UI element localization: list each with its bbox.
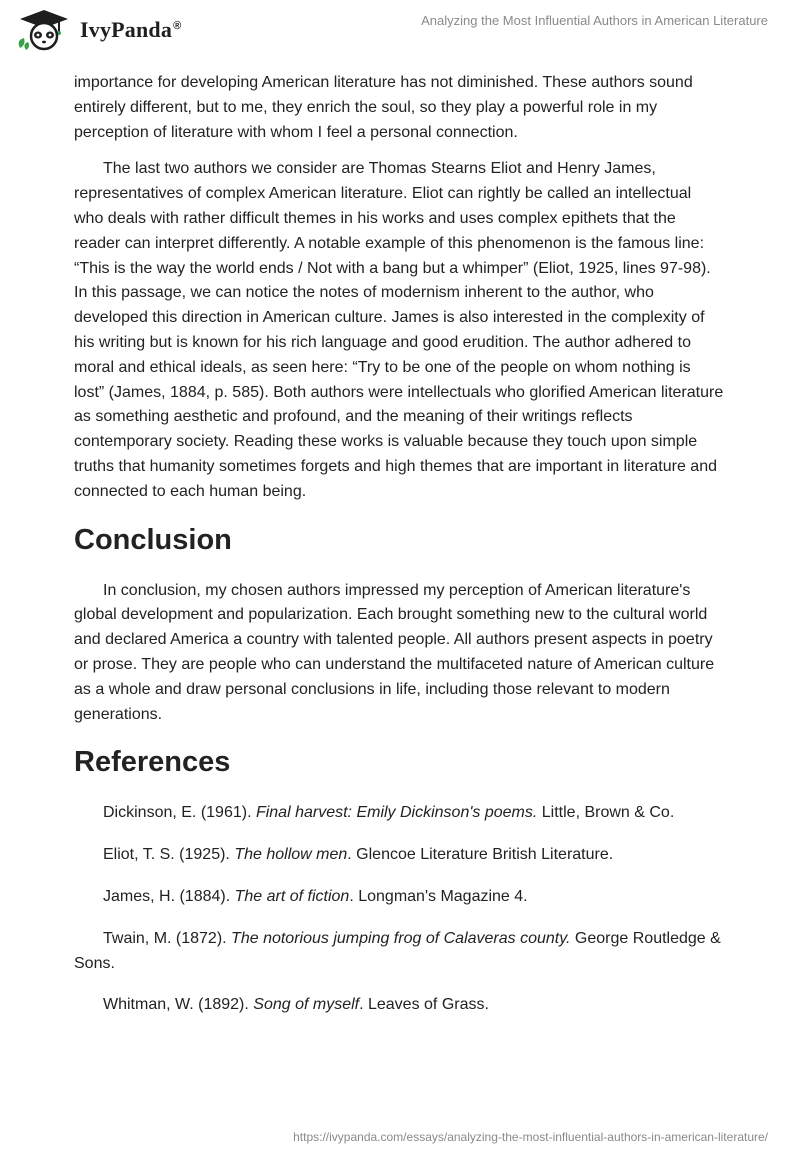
page-header	[0, 0, 800, 60]
conclusion-heading: Conclusion	[74, 523, 232, 556]
reference-item: Whitman, W. (1892). Song of myself. Leaves of Grass.	[103, 996, 489, 1014]
reference-item: Twain, M. (1872). The notorious jumping frog of Calaveras county. George Routledge & Sons.	[74, 929, 721, 972]
essay-content	[74, 71, 724, 1035]
reference-item: James, H. (1884). The art of fiction. Longman's Magazine 4.	[103, 887, 528, 905]
body-paragraph: importance for developing American literature has not diminished. These authors sound entirely different, but to me, they enrich the soul, so they play a powerful role in my perception of literature with whom I feel a personal connection.	[74, 74, 693, 141]
references-heading: References	[74, 746, 231, 779]
reference-list	[74, 801, 724, 1018]
ivypanda-logo[interactable]	[14, 8, 181, 52]
reference-item: Dickinson, E. (1961). Final harvest: Emily Dickinson's poems. Little, Brown & Co.	[103, 804, 675, 822]
body-paragraph: The last two authors we consider are Thomas Stearns Eliot and Henry James, representatives of complex American literature. Eliot can rightly be called an intellectual who deals with rather difficult themes in his works and uses complex epithets that the reader can interpret differently. A notable example of this phenomenon is the famous line: “This is the way the world ends / Not with a bang but a whimper” (Eliot, 1925, lines 97-98). In this passage, we can notice the notes of modernism inherent to the author, who developed this direction in American culture. James is also interested in the complexity of his writing but is known for his rich language and good erudition. The author adhered to moral and ethical ideals, as seen here: “Try to be one of the people on whom nothing is lost” (James, 1884, p. 585). Both authors were intellectuals who glorified American literature as something aesthetic and profound, and the meaning of their writings reflects contemporary society. Reading these works is valuable because they touch upon simple truths that humanity sometimes forgets and high themes that are important in literature and connected to each human being.	[74, 160, 724, 500]
brand-name: IvyPanda®	[80, 17, 182, 42]
document-title: Analyzing the Most Influential Authors in American Literature	[421, 13, 768, 28]
reference-item: Eliot, T. S. (1925). The hollow men. Glencoe Literature British Literature.	[103, 846, 614, 864]
panda-graduate-icon	[14, 8, 74, 52]
conclusion-paragraph: In conclusion, my chosen authors impressed my perception of American literature's global development and popularization. Each brought something new to the cultural world and declared America a country with talented people. All authors present aspects in poetry or prose. They are people who can understand the multifaceted nature of American culture as a whole and draw personal conclusions in life, including those relevant to modern generations.	[74, 581, 715, 723]
source-url[interactable]: https://ivypanda.com/essays/analyzing-the-most-influential-authors-in-american-literature/	[293, 1130, 768, 1144]
